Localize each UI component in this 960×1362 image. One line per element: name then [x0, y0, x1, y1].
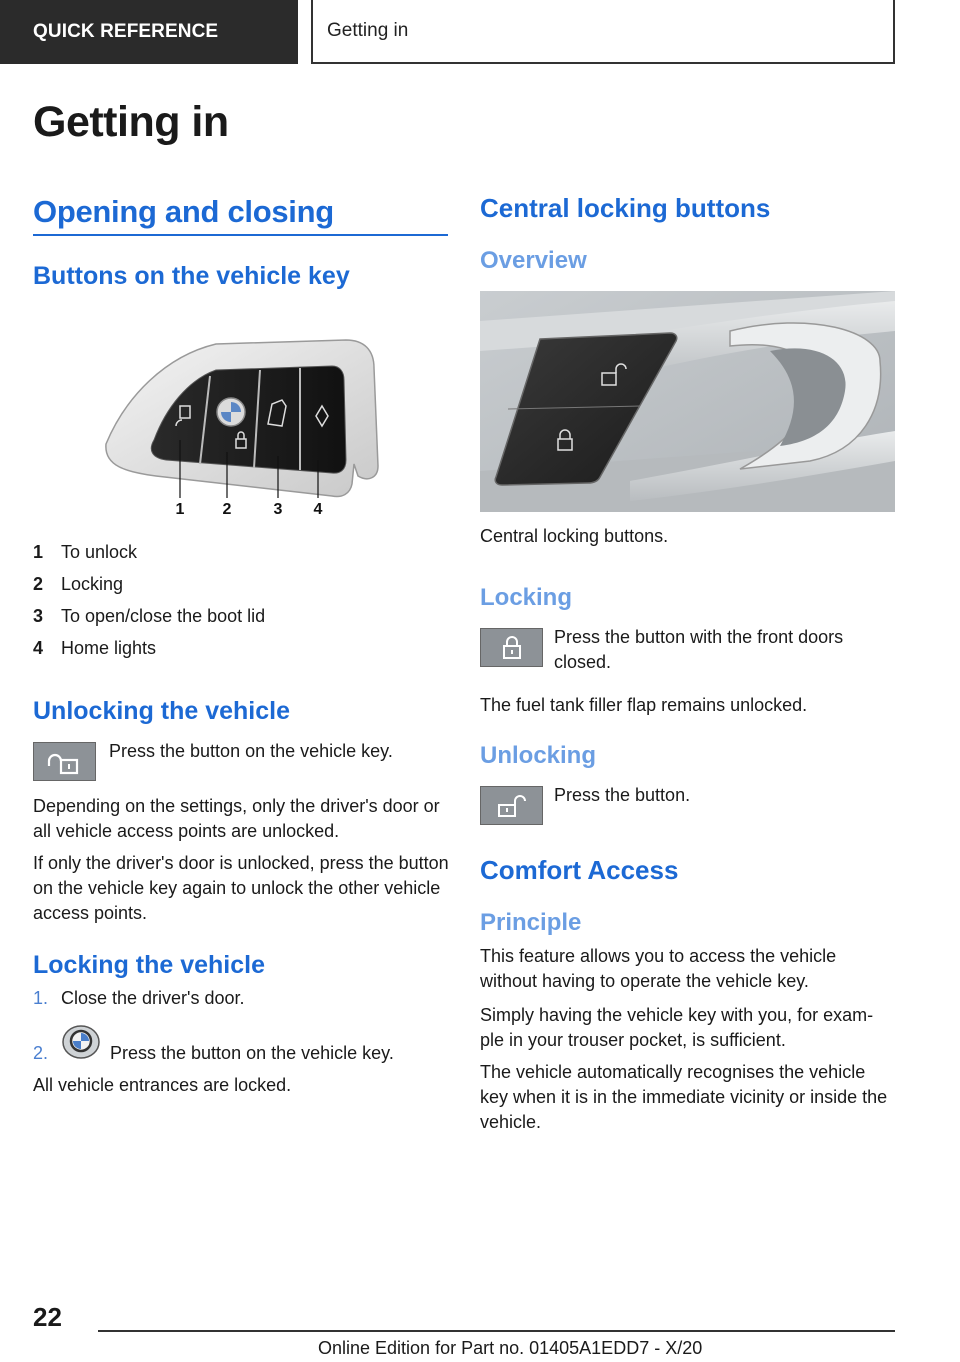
chapter-tab[interactable] [311, 0, 895, 64]
locking-icon-text: Press the button with the front doors closed. [554, 627, 844, 672]
key-button-list [33, 536, 448, 664]
heading-opening-closing: Opening and closing [33, 194, 334, 229]
lock-button-icon [480, 628, 543, 667]
list-item: 1 To unlock [33, 541, 138, 562]
key-callout-4: 4 [313, 501, 323, 518]
unlocking-paragraph-2: If only the driver's door is unlocked, press the button on the vehicle key again to unlock the other vehicle access points. [33, 853, 449, 923]
principle-paragraph-2: Simply having the vehicle key with you, for exam‐ple in your trouser pocket, is sufficient. [480, 1005, 874, 1050]
unlock-button-icon [480, 786, 543, 825]
unlocking-paragraph-1: Depending on the settings, only the driver's door or all vehicle access points are unlocked. [33, 796, 440, 841]
heading-comfort-access: Comfort Access [480, 855, 679, 885]
footer-rule [98, 1330, 895, 1332]
bmw-roundel-icon [61, 1024, 101, 1060]
list-item: 2 Locking [33, 573, 124, 594]
list-item: 4 Home lights [33, 637, 157, 658]
footer-edition: Online Edition for Part no. 01405A1EDD7 - X/20 [318, 1338, 703, 1358]
locking-result: All vehicle entrances are locked. [33, 1075, 292, 1095]
heading-unlocking-vehicle: Unlocking the vehicle [33, 697, 291, 725]
heading-unlocking: Unlocking [480, 742, 597, 769]
overview-caption: Central locking buttons. [480, 526, 669, 546]
page-number: 22 [33, 1302, 62, 1332]
chapter-tab-label: Getting in [327, 20, 409, 41]
heading-rule [33, 234, 448, 236]
step-number: 1. [33, 988, 49, 1008]
principle-paragraph-3: The vehicle automatically recognises the vehicle key when it is in the immediate vicinity or inside the vehicle. [480, 1062, 888, 1132]
heading-principle: Principle [480, 909, 582, 936]
locking-step-1: Close the driver's door. [61, 988, 245, 1008]
heading-overview: Overview [480, 247, 587, 274]
heading-central-locking: Central locking buttons [480, 193, 771, 223]
section-tab-label: QUICK REFERENCE [33, 21, 219, 42]
section-tab[interactable] [0, 0, 298, 64]
locking-note: The fuel tank filler flap remains unlocked. [480, 695, 808, 715]
unlock-key-icon [33, 742, 96, 781]
list-item: 3 To open/close the boot lid [33, 605, 266, 626]
step-number: 2. [33, 1043, 49, 1063]
unlocking-icon-text: Press the button on the vehicle key. [109, 741, 393, 761]
locking-step-2: Press the button on the vehicle key. [110, 1043, 394, 1063]
page-title: Getting in [33, 98, 229, 146]
key-callout-1: 1 [175, 501, 185, 518]
heading-buttons-vehicle-key: Buttons on the vehicle key [33, 262, 350, 290]
heading-locking-vehicle: Locking the vehicle [33, 951, 266, 979]
vehicle-key-illustration [96, 336, 386, 520]
heading-locking: Locking [480, 584, 573, 611]
central-locking-buttons-photo [480, 291, 895, 512]
key-callout-3: 3 [273, 501, 283, 518]
unlocking-icon-text: Press the button. [554, 785, 691, 805]
principle-paragraph-1: This feature allows you to access the vehicle without having to operate the vehicle key. [480, 946, 837, 991]
key-callout-2: 2 [222, 501, 232, 518]
